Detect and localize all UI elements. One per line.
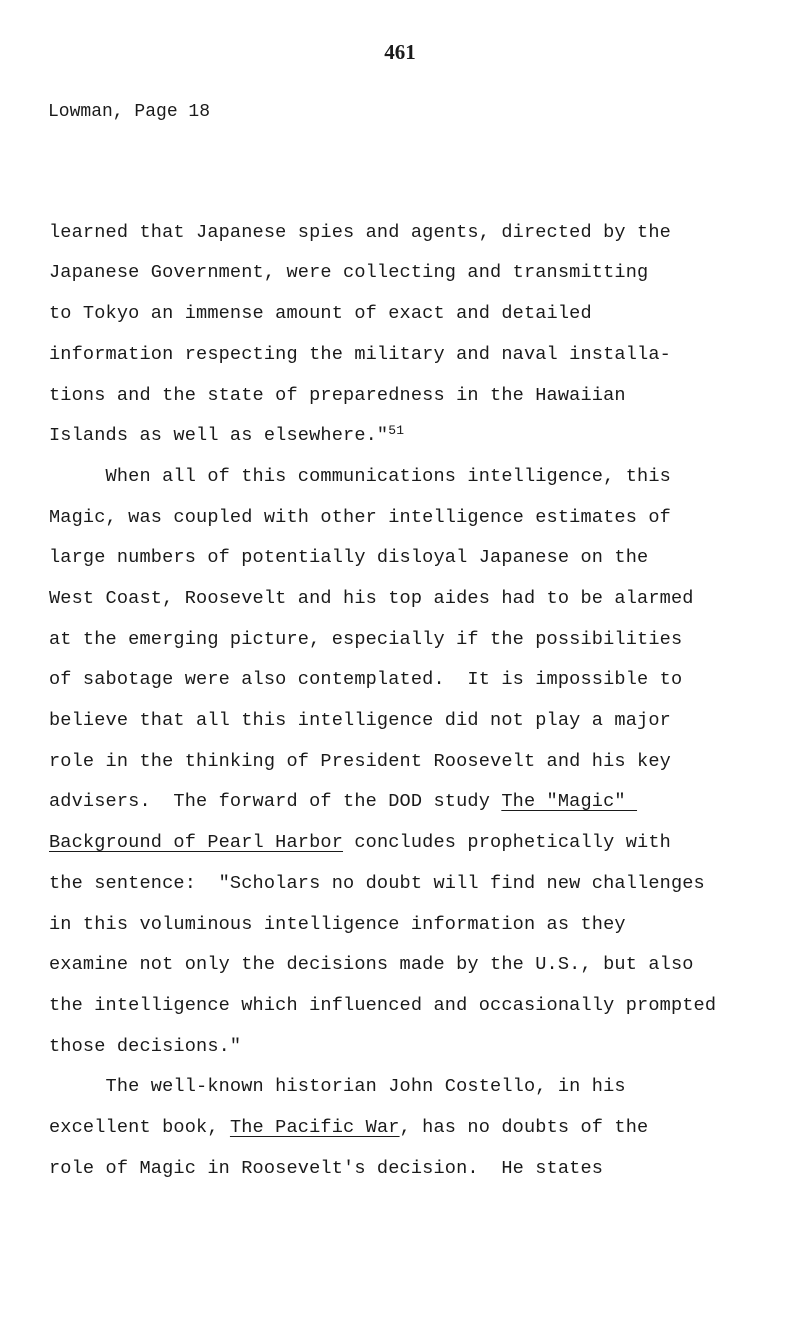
- text-line: [49, 507, 671, 528]
- line-text: When all of this communications intelligence, this: [49, 466, 671, 487]
- text-line: [49, 832, 671, 853]
- text-line: [49, 629, 682, 650]
- book-title-underlined: Background of Pearl Harbor: [49, 832, 344, 853]
- line-text: , has no doubts of the: [399, 1117, 649, 1138]
- line-text: Islands as well as elsewhere.": [49, 425, 389, 446]
- text-line: [49, 1036, 241, 1057]
- footnote-marker: 51: [388, 423, 405, 438]
- line-text: the sentence: "Scholars no doubt will find new challenges: [49, 873, 705, 894]
- line-text: learned that Japanese spies and agents, directed by the: [49, 222, 671, 243]
- line-text: The well-known historian John Costello, in his: [49, 1076, 626, 1097]
- line-text: concludes prophetically with: [343, 832, 671, 853]
- text-line: [49, 303, 592, 324]
- book-title-underlined: The Pacific War: [229, 1117, 400, 1138]
- text-line: [49, 751, 671, 772]
- line-text: those decisions.": [49, 1036, 242, 1057]
- line-text: West Coast, Roosevelt and his top aides had to be alarmed: [49, 588, 694, 609]
- text-line: [49, 669, 682, 690]
- text-line: [49, 1076, 626, 1097]
- text-line: [49, 588, 694, 609]
- line-text: at the emerging picture, especially if the possibilities: [49, 629, 683, 650]
- line-text: of sabotage were also contemplated. It is impossible to: [49, 669, 683, 690]
- text-line: [49, 262, 648, 283]
- text-line: [49, 344, 671, 365]
- line-text: excellent book,: [49, 1117, 230, 1138]
- text-line: [49, 1158, 603, 1179]
- text-line: [49, 995, 716, 1016]
- text-line: [49, 954, 694, 975]
- text-line: [49, 425, 404, 446]
- line-text: Magic, was coupled with other intelligence estimates of: [49, 507, 671, 528]
- line-text: advisers. The forward of the DOD study: [49, 791, 502, 812]
- line-text: the intelligence which influenced and occasionally prompted: [49, 995, 717, 1016]
- running-header: Lowman, Page 18: [48, 102, 211, 122]
- text-line: [49, 914, 626, 935]
- text-line: [49, 385, 626, 406]
- text-line: [49, 466, 671, 487]
- line-text: role of Magic in Roosevelt's decision. He states: [49, 1158, 604, 1179]
- text-line: [49, 222, 671, 243]
- line-text: to Tokyo an immense amount of exact and detailed: [49, 303, 592, 324]
- line-text: in this voluminous intelligence information as they: [49, 914, 626, 935]
- line-text: Japanese Government, were collecting and transmitting: [49, 262, 649, 283]
- text-line: [49, 1117, 648, 1138]
- line-text: role in the thinking of President Roosevelt and his key: [49, 751, 671, 772]
- line-text: believe that all this intelligence did not play a major: [49, 710, 671, 731]
- text-line: [49, 873, 705, 894]
- line-text: tions and the state of preparedness in the Hawaiian: [49, 385, 626, 406]
- line-text: large numbers of potentially disloyal Japanese on the: [49, 547, 649, 568]
- text-line: [49, 791, 637, 812]
- page-number: 461: [384, 40, 416, 64]
- book-title-underlined: The "Magic": [501, 791, 638, 812]
- text-line: [49, 710, 671, 731]
- text-line: [49, 547, 648, 568]
- line-text: information respecting the military and naval installa-: [49, 344, 671, 365]
- line-text: examine not only the decisions made by the U.S., but also: [49, 954, 694, 975]
